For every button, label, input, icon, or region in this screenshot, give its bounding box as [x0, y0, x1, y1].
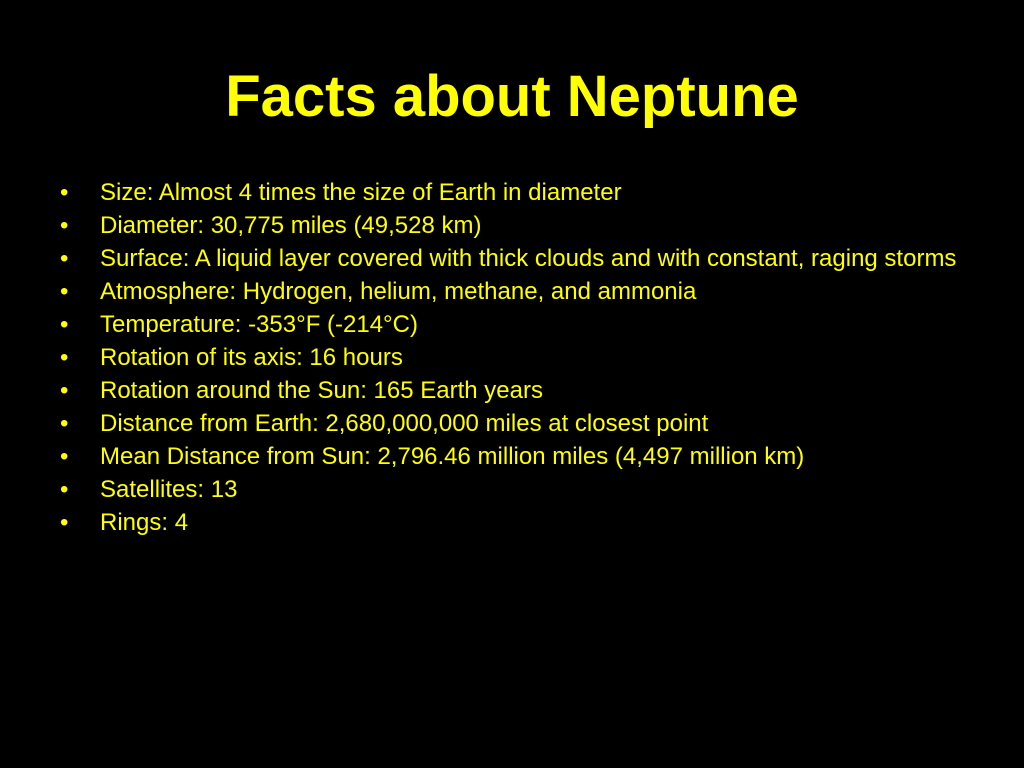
fact-text: Mean Distance from Sun: 2,796.46 million miles (4,497 million km) [100, 443, 805, 470]
fact-text: Atmosphere: Hydrogen, helium, methane, and ammonia [100, 278, 697, 305]
fact-item [58, 476, 958, 503]
fact-item [58, 509, 958, 536]
fact-item [58, 443, 958, 470]
fact-item [58, 410, 958, 437]
bullet-icon: • [60, 245, 69, 272]
bullet-icon: • [60, 311, 69, 338]
fact-item [58, 344, 958, 371]
fact-text: Rotation of its axis: 16 hours [100, 344, 403, 371]
fact-item [58, 311, 958, 338]
fact-text: Diameter: 30,775 miles (49,528 km) [100, 212, 482, 239]
fact-item [58, 179, 958, 206]
fact-text: Surface: A liquid layer covered with thick clouds and with constant, raging storms [100, 245, 957, 272]
bullet-icon: • [60, 377, 69, 404]
fact-item [58, 245, 958, 272]
bullet-icon: • [60, 212, 69, 239]
fact-text: Rings: 4 [100, 509, 189, 536]
bullet-icon: • [60, 278, 69, 305]
fact-text: Rotation around the Sun: 165 Earth years [100, 377, 543, 404]
fact-text: Satellites: 13 [100, 476, 238, 503]
bullet-icon: • [60, 344, 69, 371]
fact-text: Temperature: -353°F (-214°C) [100, 311, 418, 338]
fact-text: Size: Almost 4 times the size of Earth in diameter [100, 179, 622, 206]
bullet-icon: • [60, 179, 69, 206]
fact-list [58, 179, 958, 542]
fact-item [58, 212, 958, 239]
bullet-icon: • [60, 476, 69, 503]
bullet-icon: • [60, 410, 69, 437]
bullet-icon: • [60, 443, 69, 470]
fact-item [58, 377, 958, 404]
fact-text: Distance from Earth: 2,680,000,000 miles at closest point [100, 410, 709, 437]
bullet-icon: • [60, 509, 69, 536]
fact-item [58, 278, 958, 305]
slide-title: Facts about Neptune [225, 64, 799, 129]
